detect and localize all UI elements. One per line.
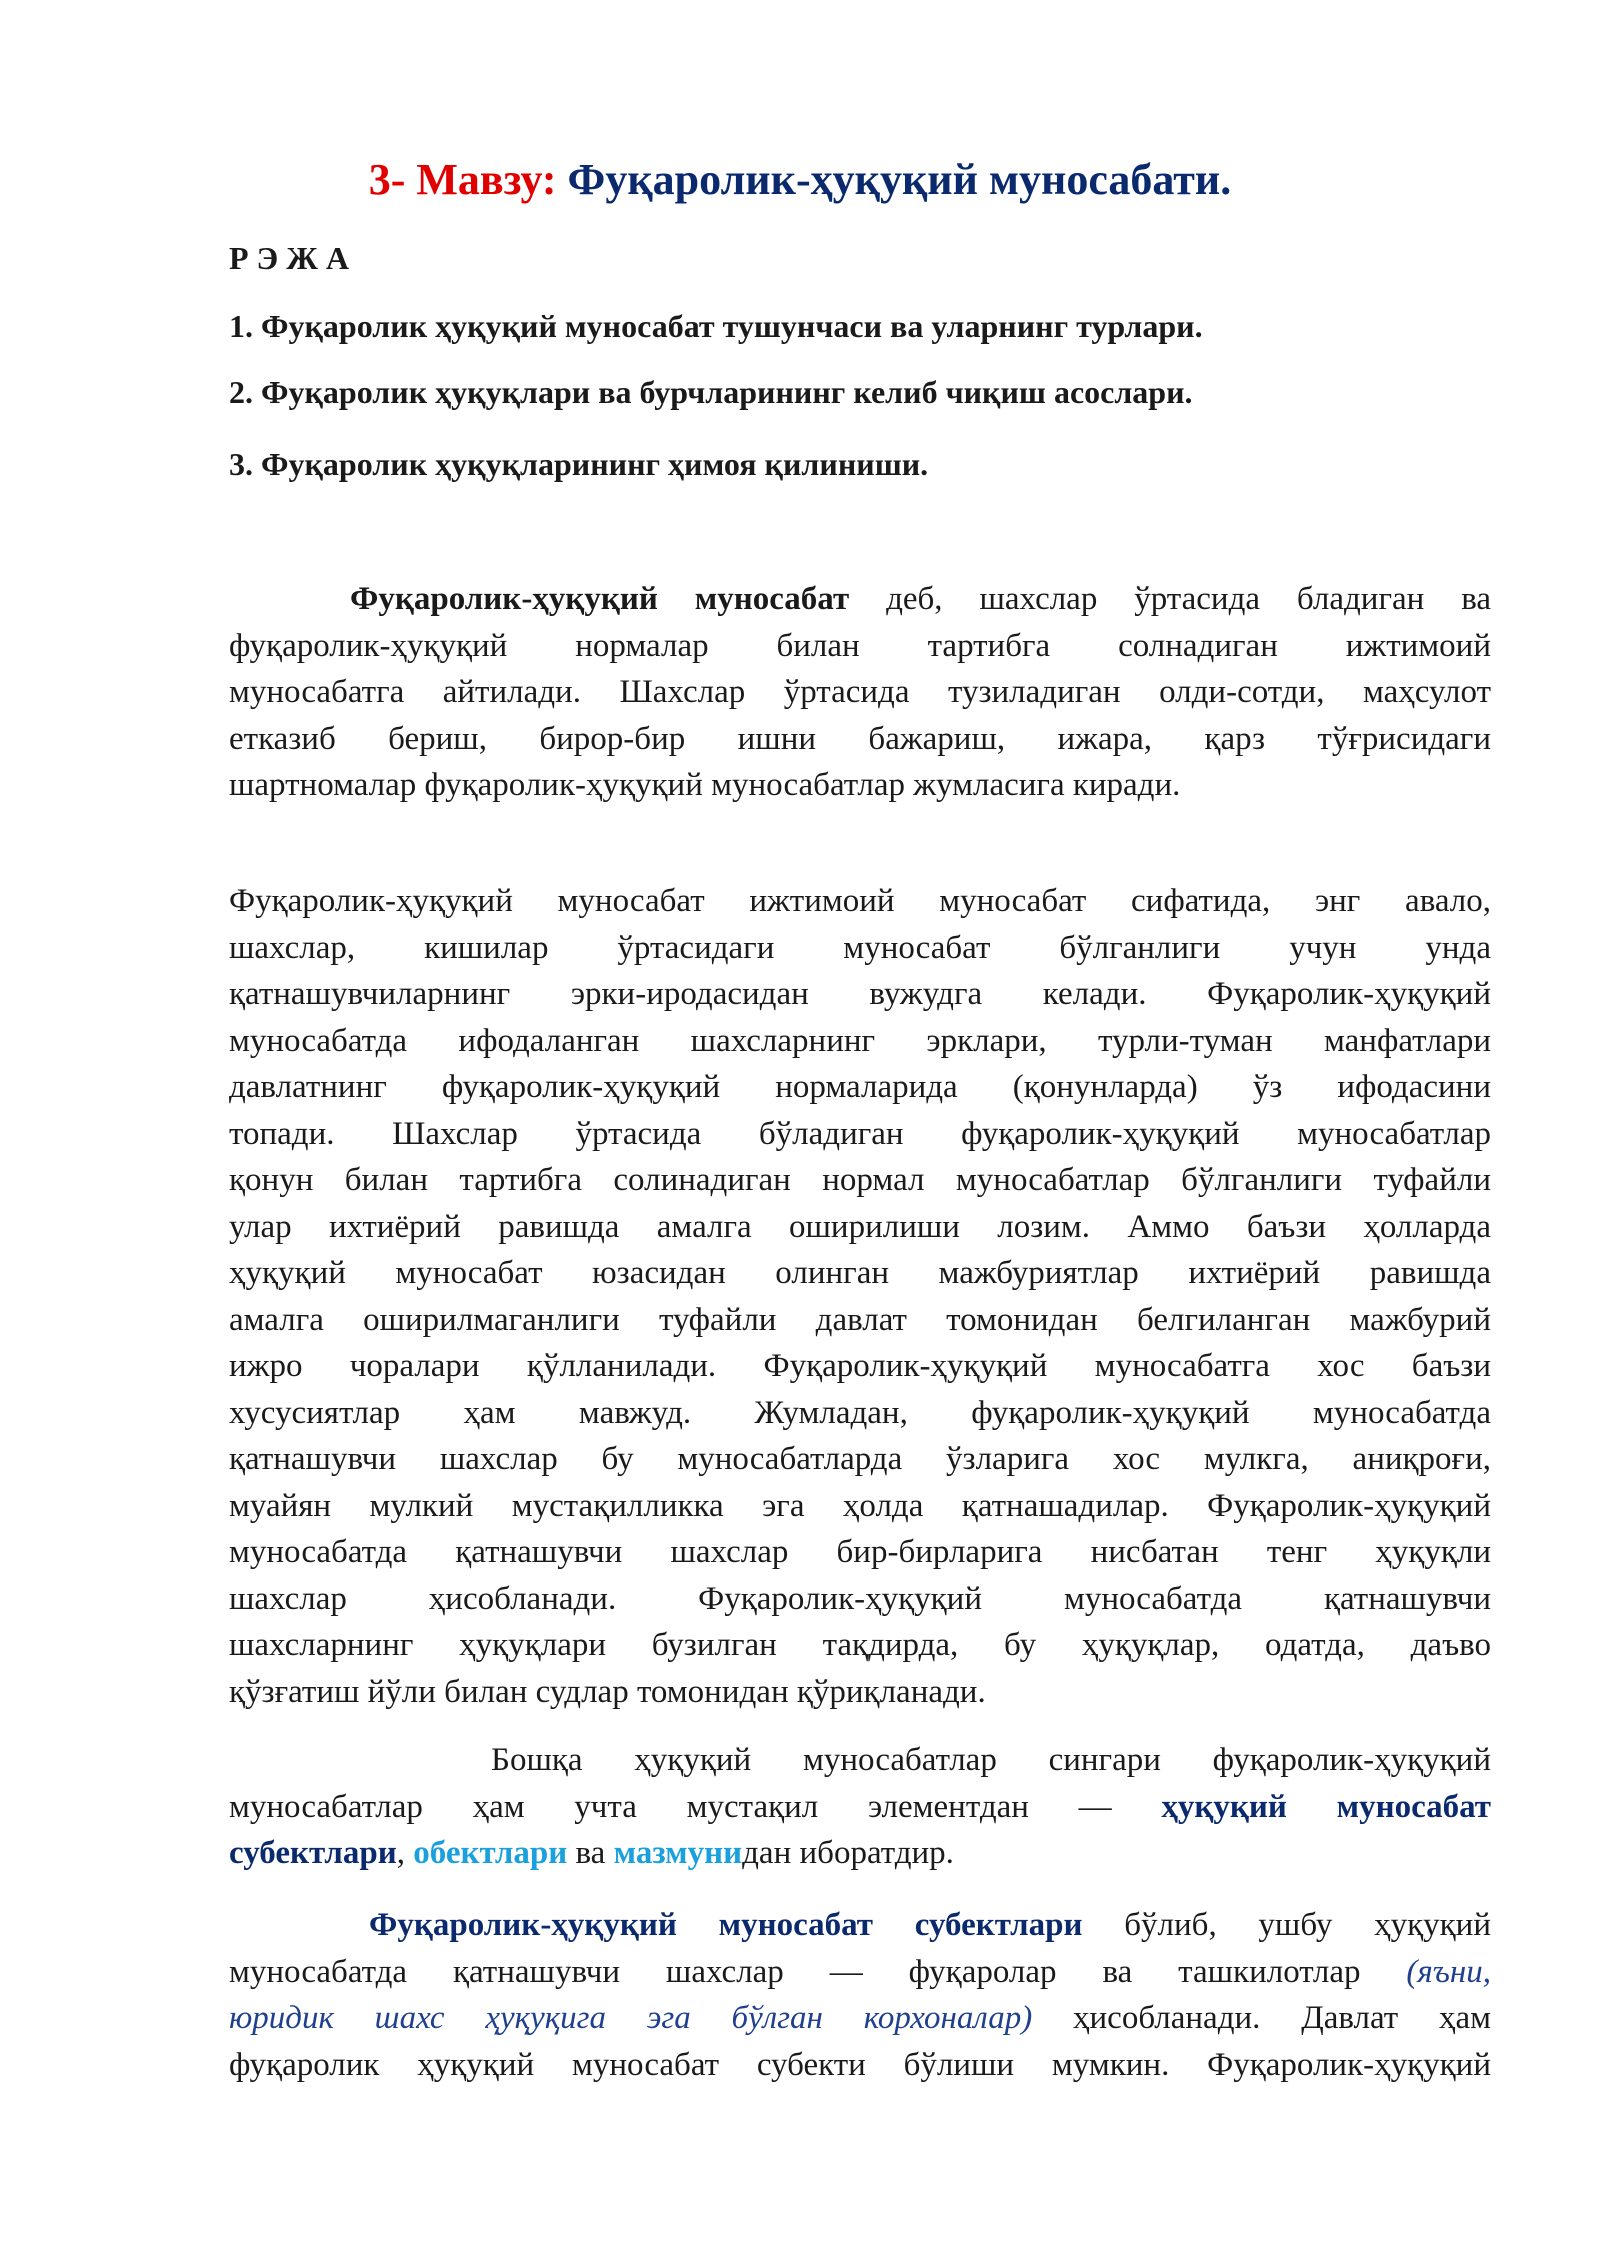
paragraph-line: муносабатда қатнашувчи шахслар бир-бирларига нисбатан тенг ҳуқуқли [229, 1534, 1491, 1570]
topic-name: Фуқаролик-ҳуқуқий муносабати. [567, 155, 1232, 204]
paragraph-line: шахсларнинг ҳуқуқлари бузилган тақдирда, бу ҳуқуқлар, одатда, даъво [229, 1627, 1491, 1663]
paragraph-line: Фуқаролик-ҳуқуқий муносабат деб, шахслар ўртасида бладиган ва [350, 581, 1491, 617]
paragraph-line: муносабатлар ҳам учта мустақил элементдан — ҳуқуқий муносабат [229, 1788, 1492, 1825]
term-relation-subjects: Фуқаролик-ҳуқуқий муносабат субектлари [369, 1907, 1083, 1943]
paragraph-line: муайян мулкий мустақилликка эга ҳолда қатнашадилар. Фуқаролик-ҳуқуқий [229, 1487, 1491, 1524]
paragraph-line: юридик шахс ҳуқуқига эга бўлган корхоналар) ҳисобланади. Давлат ҳам [229, 2000, 1491, 2036]
italic-note: (яъни, [1406, 1953, 1491, 1990]
plan-item-1: 1. Фуқаролик ҳуқуқий муносабат тушунчаси ва уларнинг турлари. [229, 308, 1203, 344]
paragraph-line: муносабатда ифодаланган шахсларнинг эрклари, турли-туман манфатлари [229, 1022, 1491, 1059]
paragraph-line: Фуқаролик-ҳуқуқий муносабат субектлари бўлиб, ушбу ҳуқуқий [369, 1907, 1491, 1943]
paragraph-line: Бошқа ҳуқуқий муносабатлар сингари фуқаролик-ҳуқуқий [491, 1742, 1491, 1778]
paragraph-line: амалга оширилмаганлиги туфайли давлат томонидан белгиланган мажбурий [229, 1301, 1491, 1338]
plan-item-2: 2. Фуқаролик ҳуқуқлари ва бурчларининг келиб чиқиш асослари. [229, 374, 1193, 410]
italic-note: юридик шахс ҳуқуқига эга бўлган корхоналар) [229, 2000, 1033, 2036]
paragraph-line: ижро чоралари қўлланилади. Фуқаролик-ҳуқуқий муносабатга хос баъзи [229, 1348, 1491, 1384]
paragraph-line: Фуқаролик-ҳуқуқий муносабат ижтимоий муносабат сифатида, энг авало, [229, 883, 1491, 919]
paragraph-elements [229, 1737, 1491, 1877]
term-civil-legal-relation: Фуқаролик-ҳуқуқий муносабат [350, 581, 850, 617]
topic-number: 3- Мавзу: [368, 155, 557, 204]
paragraph-line: шартномалар фуқаролик-ҳуқуқий муносабатлар жумласига киради. [229, 767, 1181, 803]
paragraph-line: қатнашувчи шахслар бу муносабатларда ўзларига хос мулкга, аниқроғи, [229, 1441, 1491, 1477]
paragraph-line: шахслар, кишилар ўртасидаги муносабат бўлганлиги учун унда [229, 929, 1491, 966]
term-legal-relation: ҳуқуқий муносабат [1161, 1788, 1492, 1825]
term-content: мазмуни [613, 1835, 743, 1871]
plan-heading: Р Э Ж А [229, 240, 349, 276]
paragraph-line: давлатнинг фуқаролик-ҳуқуқий нормаларида (қонунларда) ўз ифодасини [229, 1069, 1491, 1105]
paragraph-line: қонун билан тартибга солинадиган нормал муносабатлар бўлганлиги туфайли [229, 1162, 1491, 1198]
paragraph-line: ҳуқуқий муносабат юзасидан олинган мажбуриятлар ихтиёрий равишда [229, 1255, 1491, 1291]
plan-item-3: 3. Фуқаролик ҳуқуқларининг ҳимоя қилиниши. [229, 446, 929, 482]
paragraph-line: қўзғатиш йўли билан судлар томонидан қўриқланади. [229, 1673, 986, 1710]
paragraph-line: субектлари, обектлари ва мазмунидан иборатдир. [229, 1835, 954, 1871]
paragraph-line: қатнашувчиларнинг эрки-иродасидан вужудга келади. Фуқаролик-ҳуқуқий [229, 976, 1491, 1012]
paragraph-line: етказиб бериш, бирор-бир ишни бажариш, ижара, қарз тўғрисидаги [229, 720, 1491, 757]
paragraph-line: улар ихтиёрий равишда амалга оширилиши лозим. Аммо баъзи ҳолларда [229, 1208, 1491, 1245]
paragraph-characteristics [229, 878, 1491, 1715]
paragraph-subjects [229, 1902, 1491, 2088]
term-objects: обектлари [413, 1835, 568, 1871]
page-title [0, 150, 1600, 210]
paragraph-line: фуқаролик ҳуқуқий муносабат субекти бўлиши мумкин. Фуқаролик-ҳуқуқий [229, 2046, 1491, 2083]
paragraph-line: муносабатда қатнашувчи шахслар — фуқаролар ва ташкилотлар (яъни, [229, 1953, 1491, 1990]
paragraph-line: топади. Шахслар ўртасида бўладиган фуқаролик-ҳуқуқий муносабатлар [229, 1115, 1491, 1152]
term-subjects: субектлари [229, 1835, 397, 1871]
paragraph-line: шахслар ҳисобланади. Фуқаролик-ҳуқуқий муносабатда қатнашувчи [229, 1580, 1491, 1617]
paragraph-definition [229, 576, 1491, 809]
paragraph-line: хусусиятлар ҳам мавжуд. Жумладан, фуқаролик-ҳуқуқий муносабатда [229, 1394, 1491, 1431]
paragraph-line: муносабатга айтилади. Шахслар ўртасида тузиладиган олди-сотди, маҳсулот [229, 674, 1491, 710]
paragraph-line: фуқаролик-ҳуқуқий нормалар билан тартибга солнадиган ижтимоий [229, 627, 1491, 664]
